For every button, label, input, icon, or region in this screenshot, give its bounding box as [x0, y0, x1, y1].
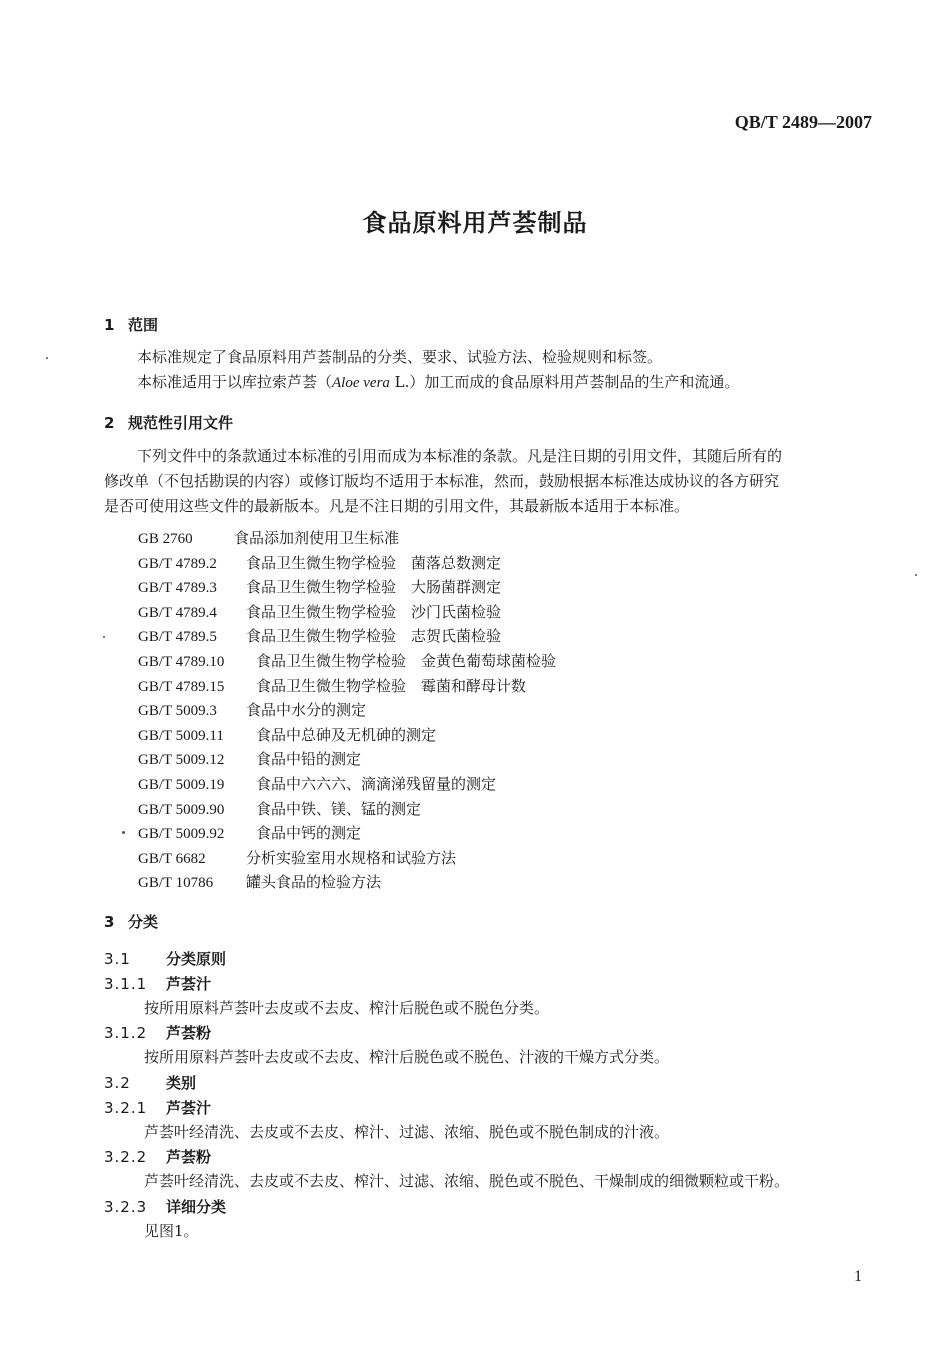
subsection-title: 芦荟汁 — [166, 975, 212, 993]
species-name: Aloe vera — [332, 375, 390, 391]
para-text: 本标准适用于以库拉索芦荟（ — [137, 373, 333, 391]
reference-title: 食品中钙的测定 — [256, 824, 362, 843]
page-number: 1 — [854, 1268, 862, 1285]
reference-item — [138, 798, 421, 819]
reference-item — [138, 601, 501, 622]
reference-code: GB/T 5009.3 — [138, 703, 217, 720]
subsection-number: 3.2 — [104, 1074, 131, 1092]
section-2-para-line-1: 下列文件中的条款通过本标准的引用而成为本标准的条款。凡是注日期的引用文件，其随后所有的 — [137, 447, 783, 465]
reference-title: 食品卫生微生物学检验 菌落总数测定 — [246, 553, 502, 572]
subsection-number: 3.2.1 — [104, 1099, 148, 1117]
subsection-title: 分类原则 — [166, 950, 227, 968]
reference-code: GB/T 4789.2 — [138, 555, 217, 572]
section-number: 1 — [104, 316, 115, 334]
subsection-3-2-3-body: 见图1。 — [144, 1222, 199, 1240]
para-text: L.）加工而成的食品原料用芦荟制品的生产和流通。 — [389, 373, 740, 391]
section-title: 范围 — [128, 316, 159, 334]
reference-item — [138, 552, 501, 573]
reference-code: GB/T 4789.4 — [138, 604, 217, 621]
scan-speck — [122, 831, 125, 834]
reference-code: GB/T 4789.10 — [138, 654, 225, 670]
subsection-3-2-1-body: 芦荟叶经清洗、去皮或不去皮、榨汁、过滤、浓缩、脱色或不脱色制成的汁液。 — [144, 1123, 670, 1141]
subsection-3-1-2 — [104, 1022, 211, 1043]
subsection-3-2-2 — [104, 1146, 211, 1167]
reference-item — [138, 871, 381, 892]
reference-item — [138, 748, 361, 769]
section-1-heading — [104, 314, 158, 335]
reference-code: GB/T 5009.11 — [138, 727, 224, 744]
subsection-title: 芦荟粉 — [166, 1024, 212, 1042]
reference-item — [138, 576, 501, 597]
standard-code: QB/T 2489—2007 — [734, 112, 872, 132]
reference-title: 食品卫生微生物学检验 霉菌和酵母计数 — [256, 676, 527, 695]
reference-title: 食品中总砷及无机砷的测定 — [256, 725, 437, 744]
reference-title: 罐头食品的检验方法 — [246, 873, 382, 892]
section-number: 2 — [104, 414, 115, 432]
reference-title: 食品卫生微生物学检验 金黄色葡萄球菌检验 — [256, 652, 557, 670]
subsection-3-2 — [104, 1072, 196, 1093]
subsection-title: 详细分类 — [166, 1198, 227, 1216]
subsection-title: 芦荟汁 — [166, 1099, 212, 1117]
reference-code: GB 2760 — [138, 531, 193, 547]
subsection-number: 3.2.3 — [104, 1198, 148, 1216]
reference-item — [138, 699, 366, 720]
subsection-number: 3.1 — [104, 950, 131, 968]
reference-item — [138, 773, 496, 794]
subsection-title: 芦荟粉 — [166, 1148, 212, 1166]
subsection-number: 3.2.2 — [104, 1148, 148, 1166]
scan-speck — [915, 574, 917, 576]
reference-code: GB/T 5009.19 — [138, 777, 225, 793]
subsection-3-1-1 — [104, 973, 211, 994]
reference-code: GB/T 10786 — [138, 875, 214, 892]
reference-title: 食品添加剂使用卫生标准 — [234, 529, 400, 547]
scan-speck — [103, 636, 105, 638]
subsection-3-1-1-body: 按所用原料芦荟叶去皮或不去皮、榨汁后脱色或不脱色分类。 — [144, 999, 550, 1017]
reference-item — [138, 675, 526, 696]
reference-title: 食品卫生微生物学检验 沙门氏菌检验 — [246, 602, 502, 621]
section-1-para-2 — [137, 370, 739, 395]
section-title: 分类 — [128, 913, 159, 931]
reference-item — [138, 847, 456, 868]
reference-code: GB/T 6682 — [138, 850, 206, 867]
reference-code: GB/T 5009.90 — [138, 801, 225, 818]
reference-code: GB/T 4789.3 — [138, 580, 217, 597]
reference-title: 食品中铁、镁、锰的测定 — [256, 799, 422, 818]
reference-code: GB/T 5009.92 — [138, 826, 225, 843]
reference-title: 食品卫生微生物学检验 志贺氏菌检验 — [246, 627, 502, 646]
reference-code: GB/T 4789.15 — [138, 678, 225, 695]
subsection-3-1 — [104, 948, 226, 969]
document-title: 食品原料用芦荟制品 — [362, 209, 588, 237]
subsection-3-2-1 — [104, 1097, 211, 1118]
section-2-para-line-3: 是否可使用这些文件的最新版本。凡是不注日期的引用文件，其最新版本适用于本标准。 — [104, 497, 690, 515]
reference-item — [138, 527, 399, 548]
subsection-number: 3.1.2 — [104, 1024, 148, 1042]
reference-code: GB/T 4789.5 — [138, 629, 217, 646]
subsection-3-2-2-body: 芦荟叶经清洗、去皮或不去皮、榨汁、过滤、浓缩、脱色或不脱色、干燥制成的细微颗粒或干粉。 — [144, 1172, 790, 1190]
subsection-title: 类别 — [166, 1074, 197, 1092]
subsection-3-1-2-body: 按所用原料芦荟叶去皮或不去皮、榨汁后脱色或不脱色、汁液的干燥方式分类。 — [144, 1048, 670, 1066]
subsection-number: 3.1.1 — [104, 975, 148, 993]
section-1-para-1: 本标准规定了食品原料用芦荟制品的分类、要求、试验方法、检验规则和标签。 — [137, 348, 663, 366]
reference-title: 食品中铅的测定 — [256, 750, 362, 769]
scan-speck — [46, 357, 48, 359]
section-3-heading — [104, 911, 158, 932]
reference-item — [138, 822, 361, 843]
section-title: 规范性引用文件 — [128, 414, 234, 432]
reference-title: 食品卫生微生物学检验 大肠菌群测定 — [246, 578, 502, 597]
reference-item — [138, 724, 436, 745]
reference-title: 分析实验室用水规格和试验方法 — [246, 848, 457, 867]
reference-title: 食品中六六六、滴滴涕残留量的测定 — [256, 775, 497, 793]
section-2-heading — [104, 412, 233, 433]
reference-code: GB/T 5009.12 — [138, 752, 225, 769]
subsection-3-2-3 — [104, 1196, 226, 1217]
reference-item — [138, 625, 501, 646]
section-2-para-line-2: 修改单（不包括勘误的内容）或修订版均不适用于本标准，然而，鼓励根据本标准达成协议的各方研究 — [104, 472, 780, 490]
reference-item — [138, 650, 556, 671]
section-number: 3 — [104, 913, 115, 931]
reference-title: 食品中水分的测定 — [246, 701, 367, 720]
